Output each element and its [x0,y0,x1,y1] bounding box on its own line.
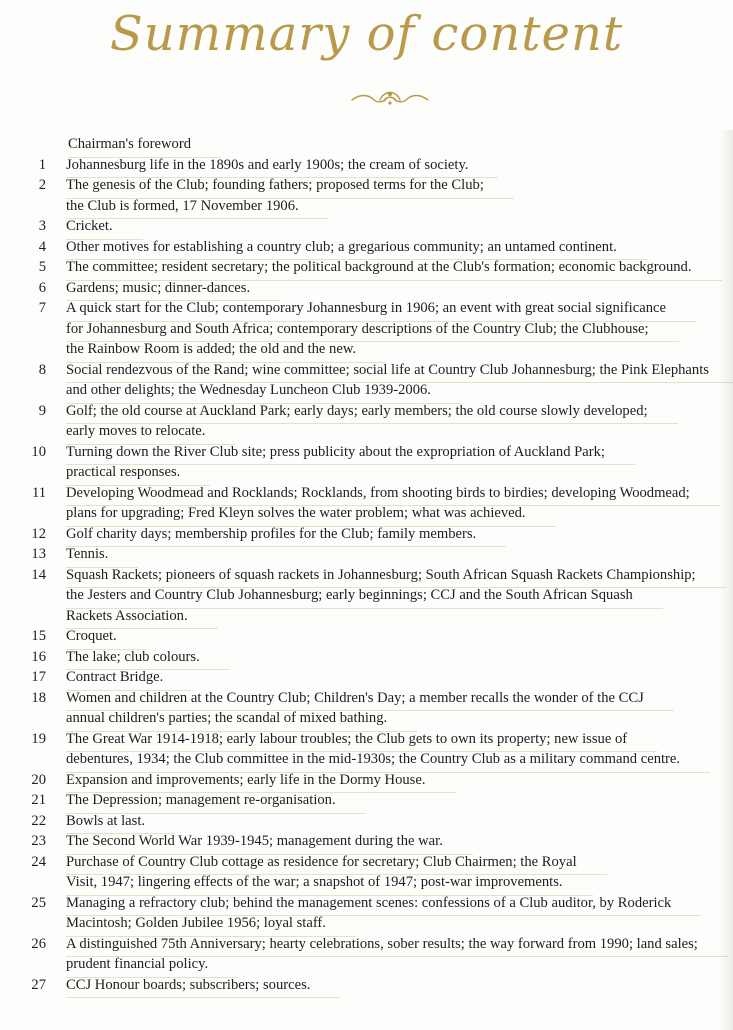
entry-text-line: Women and children at the Country Club; Children's Day; a member recalls the wonder of the CCJ [66,688,644,709]
entry-text-line: Squash Rackets; pioneers of squash rackets in Johannesburg; South African Squash Rackets Championship; [66,565,696,586]
entry-text-line: Golf charity days; membership profiles for the Club; family members. [66,524,476,545]
entry-text-line: Johannesburg life in the 1890s and early 1900s; the cream of society. [66,155,468,176]
entry-text-line: CCJ Honour boards; subscribers; sources. [66,975,310,996]
entry-text-line: Managing a refractory club; behind the management scenes: confessions of a Club auditor, by Roderick [66,893,671,914]
entry-text-line: Rackets Association. [66,606,188,627]
entry-text-line: and other delights; the Wednesday Luncheon Club 1939-2006. [66,380,431,401]
entry-text-line: Purchase of Country Club cottage as residence for secretary; Club Chairmen; the Royal [66,852,577,873]
entry-text-line: Golf; the old course at Auckland Park; early days; early members; the old course slowly developed; [66,401,648,422]
chapter-number: 15 [31,628,46,644]
chapter-number: 13 [31,546,46,562]
entry-text-line: Croquet. [66,626,117,647]
entry-text-line: practical responses. [66,462,180,483]
entry-text-line: Gardens; music; dinner-dances. [66,278,250,299]
chapter-number: 17 [31,669,46,685]
entry-text-line: the Jesters and Country Club Johannesburg; early beginnings; CCJ and the South African Squash [66,585,633,606]
entry-text-line: the Club is formed, 17 November 1906. [66,196,299,217]
chapter-number: 8 [38,361,46,378]
entry-text-line: the Rainbow Room is added; the old and the new. [66,339,356,360]
entry-text-line: Macintosh; Golden Jubilee 1956; loyal staff. [66,913,326,934]
entry-text-line: Turning down the River Club site; press publicity about the expropriation of Auckland Park; [66,442,605,463]
entry-text-line: Visit, 1947; lingering effects of the war; a snapshot of 1947; post-war improvements. [66,872,563,893]
entry-text-line: The Depression; management re-organisation. [66,790,336,811]
entry-text-line: Other motives for establishing a country club; a gregarious community; an untamed continent. [66,237,617,258]
entry-text-line: The genesis of the Club; founding fathers; proposed terms for the Club; [66,175,484,196]
page-fold-shadow [719,130,733,1030]
chapter-number: 21 [31,792,46,808]
chapter-number: 10 [31,443,46,460]
entry-title: Chairman's foreword [68,134,191,155]
entry-text-line: The committee; resident secretary; the political background at the Club's formation; economic background. [66,257,692,278]
entry-text-line: debentures, 1934; the Club committee in the mid-1930s; the Country Club as a military command centre. [66,749,680,770]
entry-text-line: The lake; club colours. [66,647,200,668]
entry-text-line: annual children's parties; the scandal of mixed bathing. [66,708,387,729]
entry-text-line: A distinguished 75th Anniversary; hearty celebrations, sober results; the way forward from 1990; land sales; [66,934,698,955]
chapter-number: 6 [38,279,46,296]
chapter-number: 18 [31,689,46,706]
entry-text-line: Social rendezvous of the Rand; wine committee; social life at Country Club Johannesburg; the Pink Elephants [66,360,709,381]
entry-text-line: Bowls at last. [66,811,145,832]
entry-text-line: Expansion and improvements; early life in the Dormy House. [66,770,426,791]
chapter-number: 20 [31,771,46,788]
chapter-number: 11 [31,484,46,501]
entry-text-line: A quick start for the Club; contemporary Johannesburg in 1906; an event with great social significance [66,298,666,319]
entry-text-line: The Second World War 1939-1945; management during the war. [66,831,443,852]
entry-text-line: plans for upgrading; Fred Kleyn solves the water problem; what was achieved. [66,503,526,524]
entry-text-line: for Johannesburg and South Africa; contemporary descriptions of the Country Club; the Clubhouse; [66,319,649,340]
chapter-number: 16 [31,648,46,665]
entry-text-line: prudent financial policy. [66,954,208,975]
entry-text-line: Cricket. [66,216,113,237]
page-title: Summary of content [109,6,624,62]
entry-text-line: early moves to relocate. [66,421,205,442]
chapter-number: 25 [31,894,46,911]
entry-text-line: Contract Bridge. [66,667,163,688]
chapter-number: 14 [31,566,46,583]
chapter-number: 12 [31,525,46,542]
chapter-number: 2 [38,177,46,193]
chapter-number: 19 [31,730,46,747]
chapter-number: 1 [38,156,46,173]
chapter-number: 27 [31,976,46,993]
scroll-flourish-ornament [350,88,430,110]
chapter-number: 22 [31,812,46,829]
chapter-number: 3 [38,218,46,234]
chapter-number: 24 [31,853,46,870]
chapter-number: 7 [38,300,46,316]
entry-text-line: Tennis. [66,544,108,565]
entry-text-line: Developing Woodmead and Rocklands; Rocklands, from shooting birds to birdies; developing Woodmead; [66,483,690,504]
chapter-number: 4 [38,238,46,255]
chapter-number: 23 [31,833,46,849]
chapter-number: 9 [38,402,46,419]
chapter-number: 5 [38,259,46,275]
chapter-number: 26 [31,935,46,952]
entry-text-line: The Great War 1914-1918; early labour troubles; the Club gets to own its property; new issue of [66,729,627,750]
